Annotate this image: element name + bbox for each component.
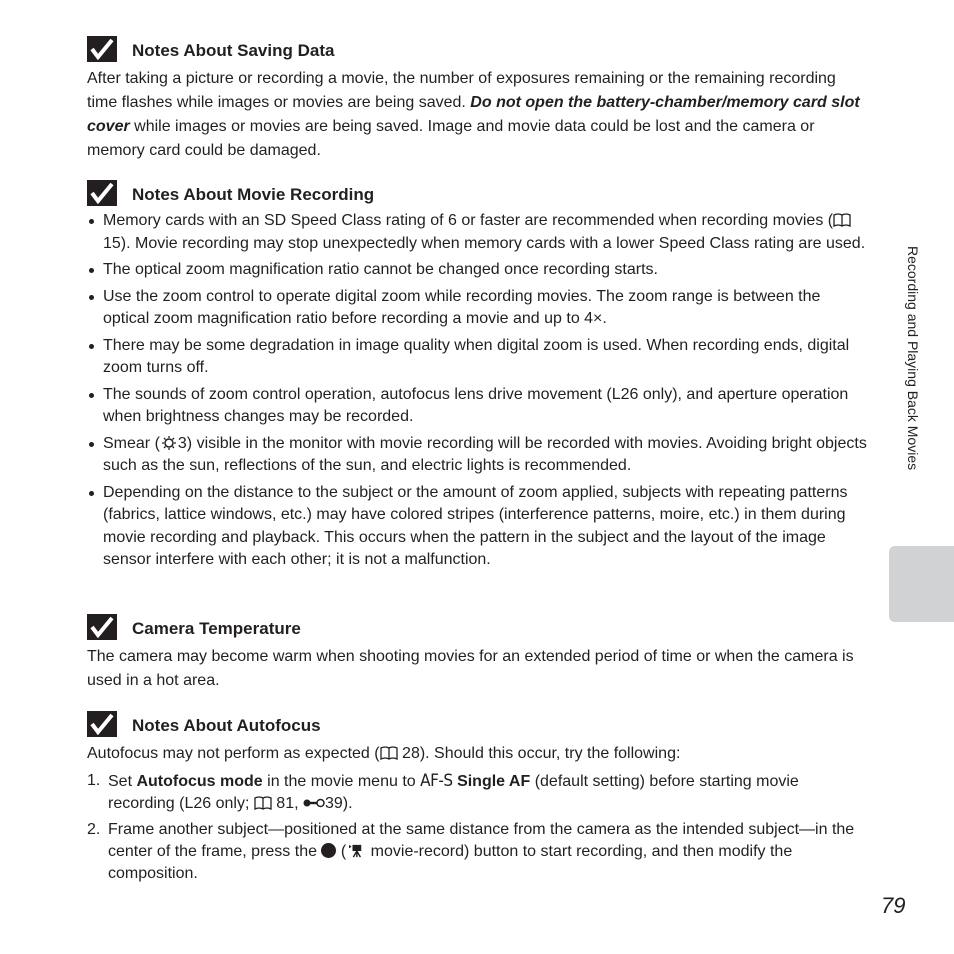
section-title: Notes About Autofocus: [132, 716, 321, 735]
section-saving-data: [87, 36, 867, 163]
chapter-tab: [889, 546, 954, 622]
record-dot-icon: [321, 843, 336, 858]
section-title: Notes About Movie Recording: [132, 185, 375, 204]
movie-camera-icon: [346, 844, 366, 858]
checkmark-icon: [87, 36, 117, 62]
list-item: Memory cards with an SD Speed Class rating of 6 or faster are recommended when recording movies ( 15). Movie recording may stop unexpectedly when memory cards with a lower Speed Class rating are used.: [87, 210, 867, 255]
list-item: Smear ( 3) visible in the monitor with movie recording will be recorded with movies. Avoiding bright objects such as the sun, reflections of the sun, and electric lights is recommended.: [87, 433, 867, 478]
checkmark-icon: [87, 711, 117, 737]
paragraph: The camera may become warm when shooting movies for an extended period of time or when the camera is used in a hot area.: [87, 648, 854, 689]
book-reference-icon: [254, 796, 272, 810]
section-camera-temperature: [87, 614, 867, 693]
list-item: The optical zoom magnification ratio cannot be changed once recording starts.: [87, 259, 867, 282]
checkmark-icon: [87, 180, 117, 206]
list-item: Depending on the distance to the subject or the amount of zoom applied, subjects with repeating patterns (fabrics, lattice windows, etc.) may have colored stripes (interference patterns, moire, etc.) in them during movie recording and playback. This occurs when the pattern in the subject and the layout of the image sensor interfere with each other; it is not a malfunction.: [87, 482, 867, 572]
paragraph: Autofocus may not perform as expected ( 28). Should this occur, try the following:: [87, 745, 681, 762]
list-item: 1. Set Autofocus mode in the movie menu to AF-S Single AF (default setting) before starting movie recording (L26 only; 81, 39).: [87, 771, 799, 812]
list-item: 2. Frame another subject—positioned at the same distance from the camera as the intended subject—in the center of the frame, press the ( movie-record) button to start recording, and then modify the composition.: [87, 821, 855, 882]
reference-section-icon: [303, 796, 325, 810]
paragraph: After taking a picture or recording a movie, the number of exposures remaining or the remaining recording time flashes while images or movies are being saved. Do not open the battery-chamber/memory card slot cover while images or movies are being saved. Image and movie data could be lost and the camera or memory card could be damaged.: [87, 70, 860, 159]
section-autofocus: [87, 711, 867, 889]
section-title: Camera Temperature: [132, 619, 301, 638]
book-reference-icon: [833, 213, 851, 227]
book-reference-icon: [380, 746, 398, 760]
section-heading: [87, 36, 867, 62]
list-item: There may be some degradation in image quality when digital zoom is used. When recording ends, digital zoom turns off.: [87, 335, 867, 380]
numbered-list: [87, 770, 867, 885]
af-s-icon: AF-S: [420, 771, 453, 791]
section-movie-recording: [87, 180, 867, 576]
sidebar-chapter-label: Recording and Playing Back Movies: [905, 246, 921, 471]
list-item: Use the zoom control to operate digital zoom while recording movies. The zoom range is between the optical zoom magnification ratio before recording a movie and up to 4×.: [87, 286, 867, 331]
checkmark-icon: [87, 614, 117, 640]
page-number: 79: [881, 893, 906, 918]
section-heading: [87, 711, 867, 737]
section-heading: [87, 614, 867, 640]
section-heading: [87, 180, 867, 206]
bullet-list: [87, 210, 867, 572]
technical-notes-icon: [160, 436, 178, 450]
section-title: Notes About Saving Data: [132, 41, 335, 60]
list-item: The sounds of zoom control operation, autofocus lens drive movement (L26 only), and aperture operation when brightness changes may be recorded.: [87, 384, 867, 429]
